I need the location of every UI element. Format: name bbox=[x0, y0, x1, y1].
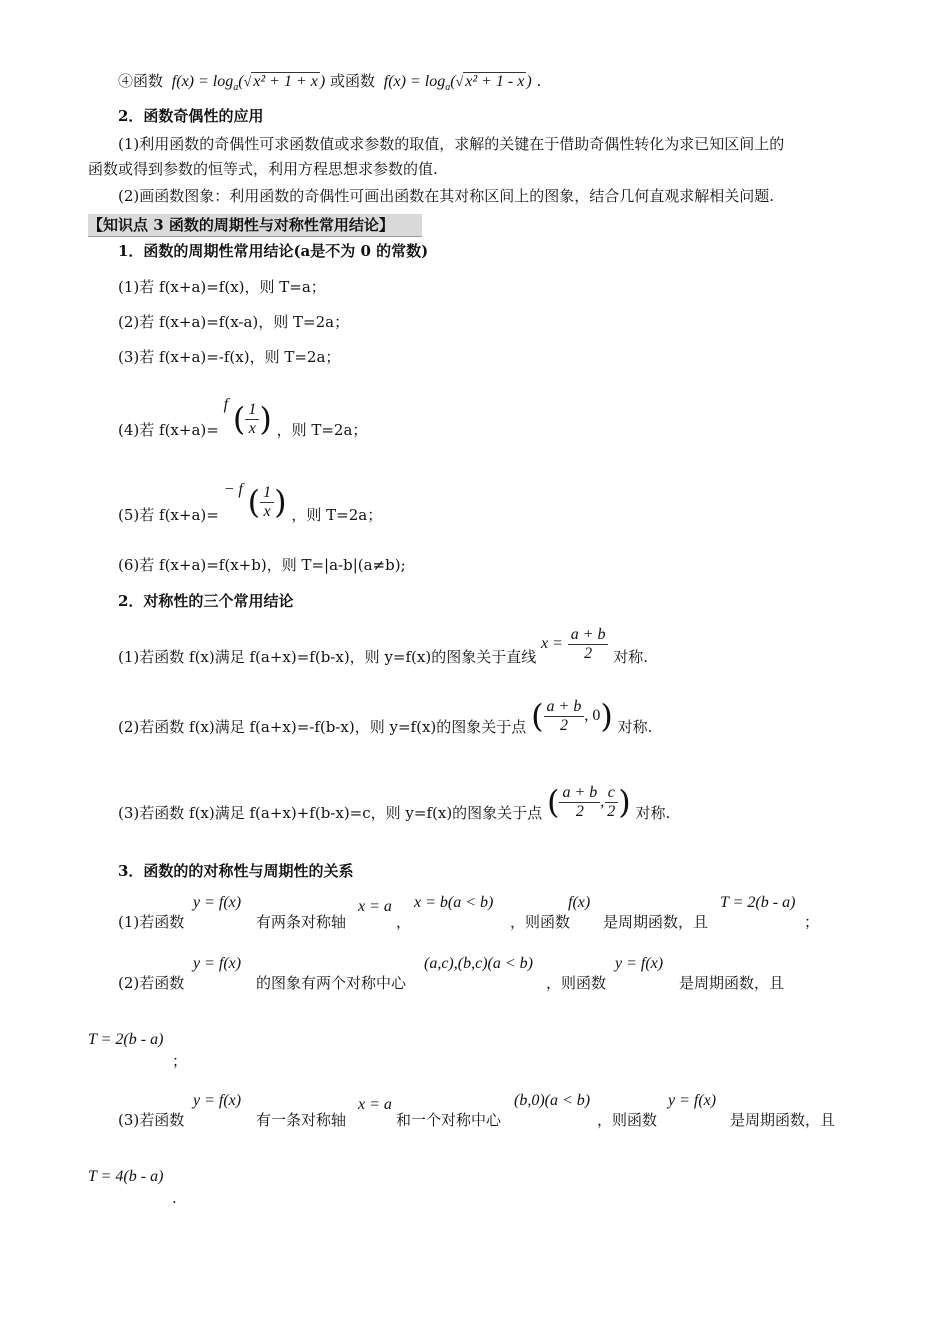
rel1-yfx: y = f(x) bbox=[193, 894, 242, 911]
rel1-T: T = 2(b - a) bbox=[720, 894, 796, 911]
rel1-label: (1)若函数 bbox=[118, 913, 185, 931]
period-item-1: (1)若 f(x+a)=f(x)，则 T=a； bbox=[118, 278, 326, 296]
rel2-t1: 的图象有两个对称中心 bbox=[256, 974, 407, 992]
item4-prefix: ④函数 bbox=[118, 72, 164, 90]
rel2-t3: 是周期函数，且 bbox=[679, 974, 785, 992]
section2-p2: (2)画函数图象：利用函数的奇偶性可画出函数在其对称区间上的图象，结合几何直观求解相关问题. bbox=[118, 187, 775, 205]
rel2-yfx: y = f(x) bbox=[193, 955, 242, 972]
item4-eq2: $f(x) = \log_a(√$ x² + 1 - x ) bbox=[383, 73, 532, 94]
rel3-label: (3)若函数 bbox=[118, 1111, 185, 1129]
subsection2-title: 2．对称性的三个常用结论 bbox=[118, 592, 294, 610]
rel1-fx: f(x) bbox=[568, 894, 591, 911]
period-item-2: (2)若 f(x+a)=f(x-a)，则 T=2a； bbox=[118, 313, 350, 331]
item4-end: . bbox=[536, 72, 542, 90]
rel1-t2: ，则函数 bbox=[510, 913, 571, 931]
rel1-xa: x = a bbox=[358, 898, 392, 915]
rel2-T: T = 2(b - a) bbox=[88, 1031, 164, 1048]
period-item-6: (6)若 f(x+a)=f(x+b)，则 T=|a-b|(a≠b); bbox=[118, 556, 406, 574]
symmetry-item-1: (1)若函数 f(x)满足 f(a+x)=f(b-x)，则 y=f(x)的图象关于直线 x = $\frac{a + b}{2}$ 对称. bbox=[118, 626, 649, 667]
section2-title: 2．函数奇偶性的应用 bbox=[118, 107, 264, 125]
rel3-t3: ，则函数 bbox=[597, 1111, 658, 1129]
rel3-t4: 是周期函数，且 bbox=[730, 1111, 836, 1129]
section2-p1-line2: 函数或得到参数的恒等式，利用方程思想求参数的值. bbox=[88, 160, 438, 178]
symmetry-item-2: (2)若函数 f(x)满足 f(a+x)=-f(b-x)，则 y=f(x)的图象关于点 ( $\frac{a + b}{2}$ , 0) 对称. bbox=[118, 697, 653, 737]
symmetry-item-3: (3)若函数 f(x)满足 f(a+x)+f(b-x)=c，则 y=f(x)的图象关于点 ( $\frac{a + b}{2}$ , $\frac{c}{2}$ ) 对称. bbox=[118, 783, 671, 823]
rel2-t2: ，则函数 bbox=[546, 974, 607, 992]
rel3-center: (b,0)(a < b) bbox=[514, 1092, 591, 1109]
rel3-T: T = 4(b - a) bbox=[88, 1168, 164, 1185]
subsection3-title: 3．函数的的对称性与周期性的关系 bbox=[118, 862, 354, 880]
rel3-end: . bbox=[172, 1189, 177, 1207]
rel1-t3: 是周期函数，且 bbox=[603, 913, 709, 931]
rel3-xa: x = a bbox=[358, 1096, 392, 1113]
rel1-comma: ， bbox=[396, 913, 412, 931]
period-item-4: (4)若 f(x+a)= f ( $\frac{1}{x}$ ) ，则 T=2a； bbox=[118, 396, 368, 439]
section2-p1-line1: (1)利用函数的奇偶性可求函数值或求参数的取值，求解的关键在于借助奇偶性转化为求已知区间上的 bbox=[118, 135, 785, 153]
rel3-t2: 和一个对称中心 bbox=[396, 1111, 502, 1129]
rel1-xb: x = b(a < b) bbox=[414, 894, 494, 911]
item4-or: 或函数 bbox=[329, 72, 375, 90]
item4-line bbox=[118, 72, 541, 94]
rel2-label: (2)若函数 bbox=[118, 974, 185, 992]
period-item-3: (3)若 f(x+a)=-f(x)，则 T=2a； bbox=[118, 348, 341, 366]
knowledge3-heading: 【知识点 3 函数的周期性与对称性常用结论】 bbox=[88, 216, 394, 234]
rel3-yfx: y = f(x) bbox=[193, 1092, 242, 1109]
rel1-t1: 有两条对称轴 bbox=[256, 913, 347, 931]
rel2-yfx2: y = f(x) bbox=[615, 955, 664, 972]
rel2-centers: (a,c),(b,c)(a < b) bbox=[424, 955, 533, 972]
rel1-end: ； bbox=[804, 913, 820, 931]
period-item-5: (5)若 f(x+a)= − f ( $\frac{1}{x}$ ) ，则 T=2a； bbox=[118, 481, 383, 524]
rel3-t1: 有一条对称轴 bbox=[256, 1111, 347, 1129]
item4-eq1: $f(x) = \log_a(√$ x² + 1 + x ) bbox=[171, 73, 326, 94]
rel3-yfx2: y = f(x) bbox=[668, 1092, 717, 1109]
rel2-end: ； bbox=[172, 1052, 188, 1070]
subsection1-title: 1．函数的周期性常用结论(a是不为 0 的常数) bbox=[118, 242, 429, 260]
